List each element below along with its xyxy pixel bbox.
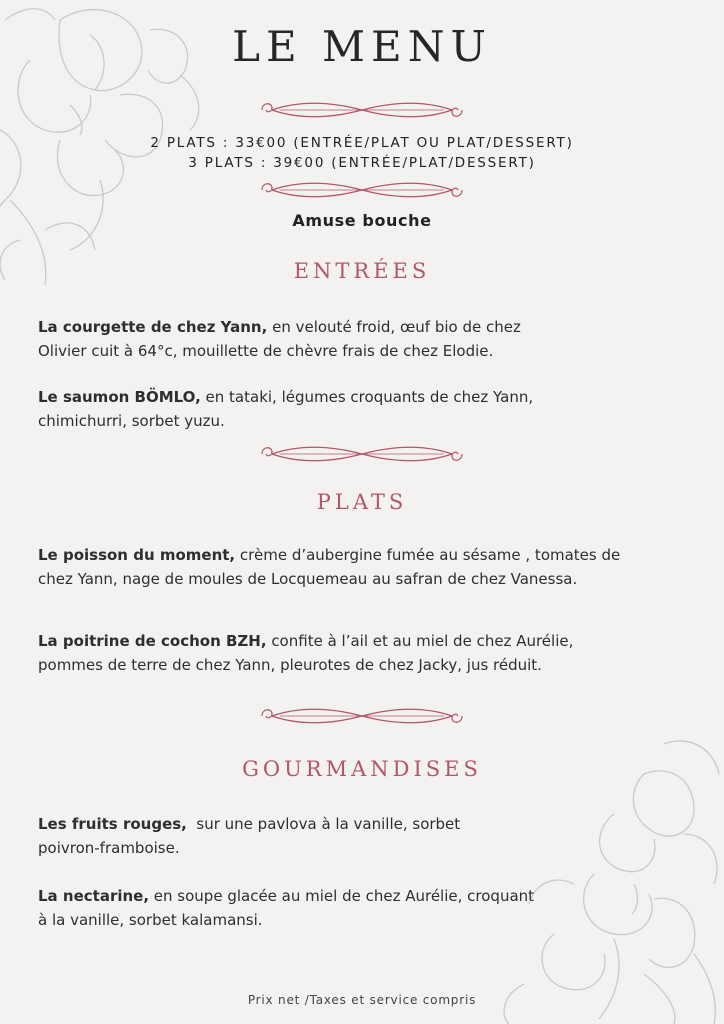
menu-item-name: Les fruits rouges,: [38, 815, 187, 833]
price-option-2-plats: 2 PLATS : 33€00 (ENTRÉE/PLAT OU PLAT/DESSERT): [150, 135, 574, 151]
price-option-3-plats: 3 PLATS : 39€00 (ENTRÉE/PLAT/DESSERT): [188, 155, 536, 171]
menu-item: [38, 884, 698, 932]
menu-item-description-line2: Olivier cuit à 64°c, mouillette de chèvre frais de chez Elodie.: [38, 342, 494, 360]
ornament-divider-icon: [258, 178, 466, 202]
section-title-plats: PLATS: [316, 490, 408, 514]
menu-item-description-line2: chimichurri, sorbet yuzu.: [38, 412, 225, 430]
menu-item-name: Le poisson du moment,: [38, 546, 236, 564]
menu-item-description: confite à l’ail et au miel de chez Aurélie,: [266, 632, 574, 650]
menu-item: [38, 629, 698, 677]
menu-item-description-line2: à la vanille, sorbet kalamansi.: [38, 911, 263, 929]
menu-item-description: sur une pavlova à la vanille, sorbet: [186, 815, 461, 833]
menu-item: [38, 812, 698, 860]
ornament-divider-icon: [258, 442, 466, 466]
menu-item-description: en tataki, légumes croquants de chez Yann,: [200, 388, 534, 406]
section-title-gourmandises: GOURMANDISES: [242, 757, 482, 781]
menu-item: [38, 315, 698, 363]
menu-item-description: en velouté froid, œuf bio de chez: [267, 318, 521, 336]
menu-item-name: La poitrine de cochon BZH,: [38, 632, 267, 650]
section-title-entrees: ENTRÉES: [293, 259, 431, 283]
menu-item-description-line2: pommes de terre de chez Yann, pleurotes de chez Jacky, jus réduit.: [38, 656, 542, 674]
menu-item-name: Le saumon BÖMLO,: [38, 388, 201, 406]
menu-item: [38, 385, 698, 433]
price-options: [0, 133, 724, 173]
menu-item-name: La courgette de chez Yann,: [38, 318, 268, 336]
amuse-bouche-label: Amuse bouche: [292, 211, 432, 230]
menu-item-description-line2: chez Yann, nage de moules de Locquemeau au safran de chez Vanessa.: [38, 570, 578, 588]
menu-item-name: La nectarine,: [38, 887, 150, 905]
menu-item: [38, 543, 698, 591]
menu-item-description: en soupe glacée au miel de chez Aurélie, croquant: [149, 887, 535, 905]
menu-item-description: crème d’aubergine fumée au sésame , tomates de: [235, 546, 621, 564]
page-title: LE MENU: [232, 22, 492, 71]
ornament-divider-icon: [258, 704, 466, 728]
footer-note: Prix net /Taxes et service compris: [247, 993, 477, 1007]
menu-item-description-line2: poivron-framboise.: [38, 839, 180, 857]
ornament-divider-icon: [258, 98, 466, 122]
